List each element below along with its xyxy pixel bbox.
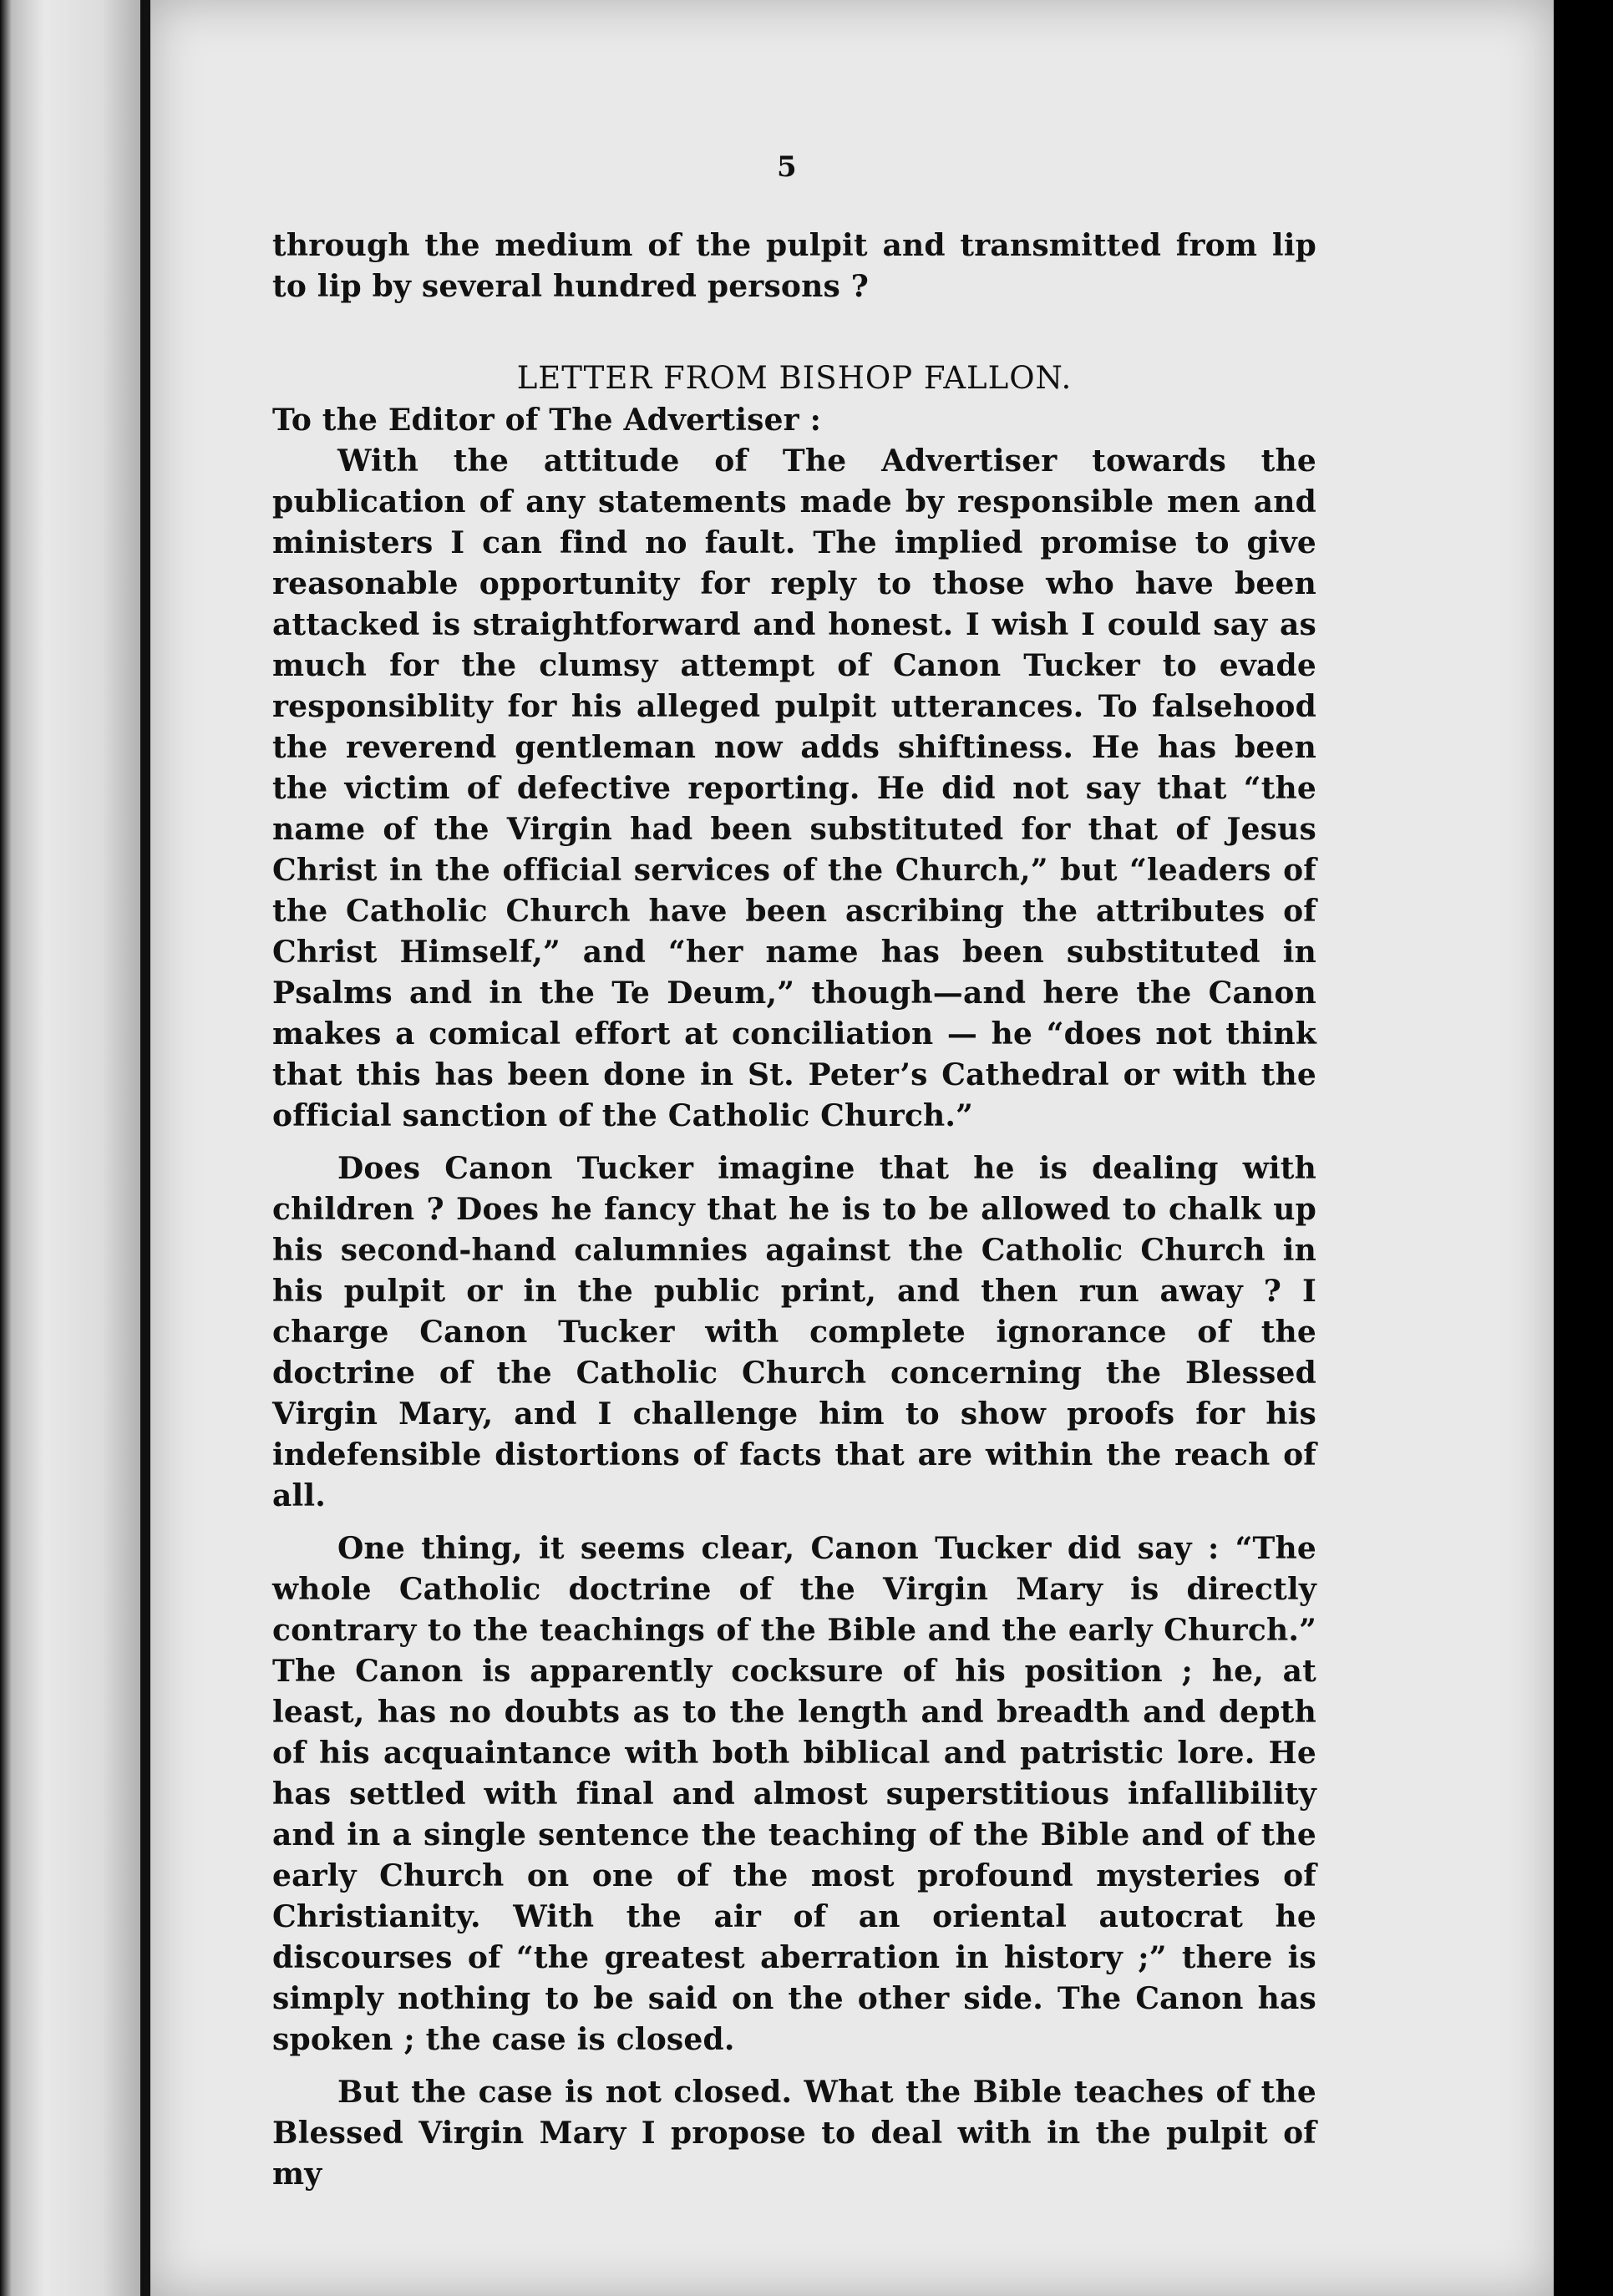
adjacent-page-strip [0, 0, 146, 2296]
letter-paragraph-4: But the case is not closed. What the Bible teaches of the Blessed Virgin Mary I propose to deal with in the pulpit of my [272, 2075, 1316, 2192]
letter-heading: LETTER FROM BISHOP FALLON. [516, 360, 1073, 396]
page-body [272, 226, 1316, 2195]
page-number: 5 [777, 150, 797, 184]
scan-border [1554, 0, 1613, 2296]
intro-paragraph: through the medium of the pulpit and transmitted from lip to lip by several hundred persons ? [272, 228, 1316, 304]
letter-paragraph-3: One thing, it seems clear, Canon Tucker did say : “The whole Catholic doctrine of the Virgin Mary is directly contrary to the teachings of the Bible and the early Church.” The Canon is apparently cocksure of his position ; he, at least, has no doubts as to the length and breadth and depth of his acquaintance with both biblical and patristic lore. He has settled with final and almost superstitious infallibility and in a single sentence the teaching of the Bible and of the early Church on one of the most profound mysteries of Christianity. With the air of an oriental autocrat he discourses of “the greatest aberration in history ;” there is simply nothing to be said on the other side. The Canon has spoken ; the case is closed. [272, 1531, 1316, 2057]
binding-shadow [140, 0, 150, 2296]
letter-paragraph-2: Does Canon Tucker imagine that he is dealing with children ? Does he fancy that he is to be allowed to chalk up his second-hand calumnies against the Catholic Church in his pulpit or in the public print, and then run away ? I charge Canon Tucker with complete ignorance of the doctrine of the Catholic Church concerning the Blessed Virgin Mary, and I challenge him to show proofs for his indefensible distortions of facts that are within the reach of all. [272, 1151, 1316, 1513]
salutation: To the Editor of The Advertiser : [272, 403, 822, 438]
letter-paragraph-1: With the attitude of The Advertiser towards the publication of any statements made by responsible men and ministers I can find no fault. The implied promise to give reasonable opportunity for reply to those who have been attacked is straightforward and honest. I wish I could say as much for the clumsy attempt of Canon Tucker to evade responsiblity for his alleged pulpit utterances. To falsehood the reverend gentleman now adds shiftiness. He has been the victim of defective reporting. He did not say that “the name of the Virgin had been substituted for that of Jesus Christ in the official services of the Church,” but “leaders of the Catholic Church have been ascribing the attributes of Christ Himself,” and “her name has been substituted in Psalms and in the Te Deum,” though—and here the Canon makes a comical effort at conciliation — he “does not think that this has been done in St. Peter’s Cathedral or with the official sanction of the Catholic Church.” [272, 443, 1316, 1133]
